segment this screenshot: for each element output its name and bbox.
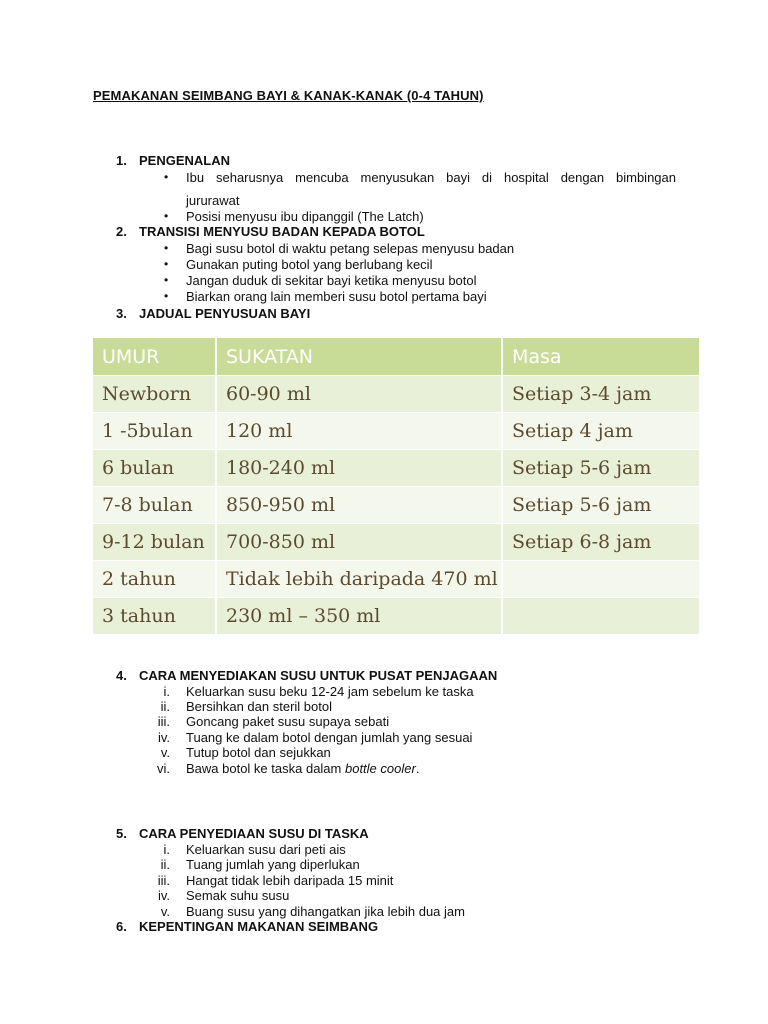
table-row [93,598,699,635]
table-row [93,450,699,487]
table-cell: Setiap 6-8 jam [502,524,699,561]
table-cell: 850-950 ml [216,487,502,524]
table-cell: 700-850 ml [216,524,502,561]
table-cell: 1 -5bulan [93,413,216,450]
list-item-continuation: jururawat [186,193,240,208]
table-cell: Setiap 5-6 jam [502,487,699,524]
table-cell: Setiap 3-4 jam [502,376,699,413]
table-row [93,376,699,413]
table-row [93,413,699,450]
table-cell: Tidak lebih daripada 470 ml [216,561,502,598]
table-cell: Setiap 4 jam [502,413,699,450]
column-header-sukatan: SUKATAN [216,338,502,376]
table-cell: 7-8 bulan [93,487,216,524]
table-cell [502,598,699,635]
bullet-icon: • [164,241,169,255]
emphasis-text: bottle cooler [344,761,416,776]
document-title: PEMAKANAN SEIMBANG BAYI & KANAK-KANAK (0-4 TAHUN) [93,88,484,103]
table-cell: 120 ml [216,413,502,450]
bullet-icon: • [164,273,169,287]
bullet-icon: • [164,289,169,303]
table-cell: 230 ml – 350 ml [216,598,502,635]
table-cell: 60-90 ml [216,376,502,413]
bullet-icon: • [164,257,169,271]
table-row [93,487,699,524]
feeding-schedule-table [93,338,699,634]
column-header-masa: Masa [502,338,699,376]
table-cell: Setiap 5-6 jam [502,450,699,487]
table-cell: 9-12 bulan [93,524,216,561]
table-row [93,561,699,598]
table-row [93,524,699,561]
bullet-icon: • [164,170,169,184]
table-cell: 2 tahun [93,561,216,598]
table-cell: 6 bulan [93,450,216,487]
table-header-row [93,338,699,376]
bullet-icon: • [164,209,169,223]
table-cell: Newborn [93,376,216,413]
table-cell [502,561,699,598]
column-header-umur: UMUR [93,338,216,376]
table-cell: 180-240 ml [216,450,502,487]
table-cell: 3 tahun [93,598,216,635]
